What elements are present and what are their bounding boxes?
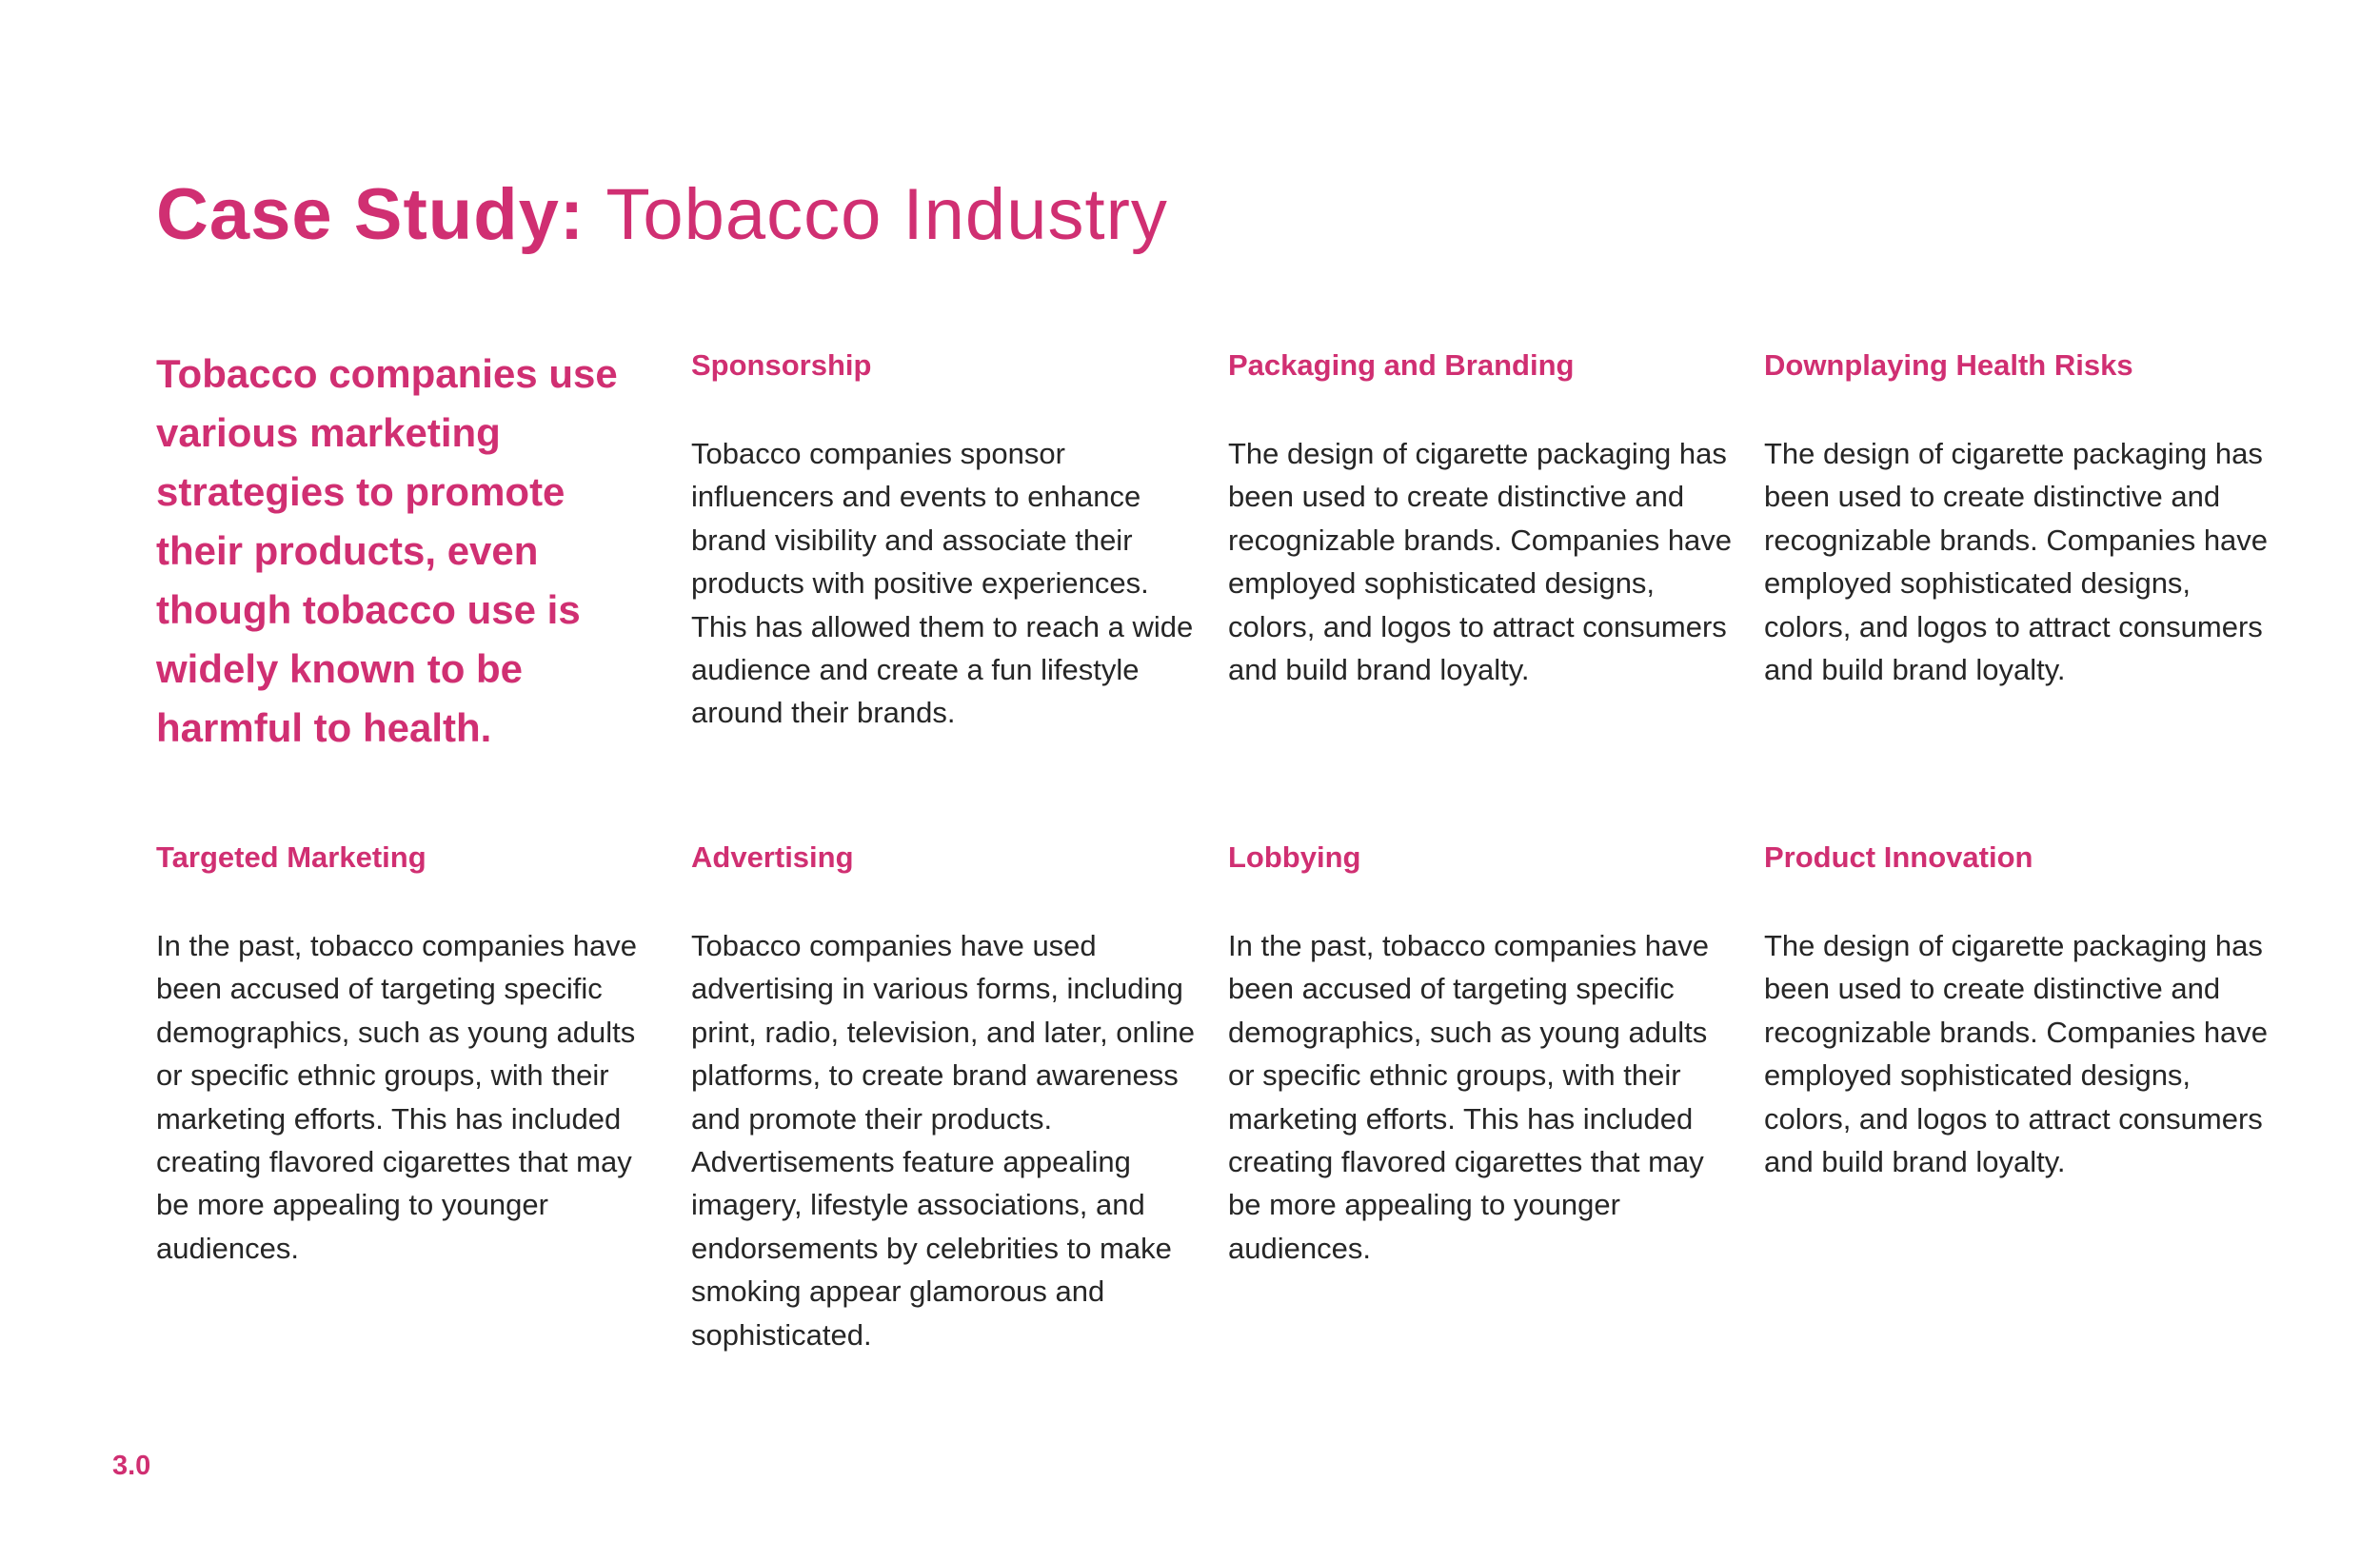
- page-title: [156, 169, 1168, 261]
- section-body: The design of cigarette packaging has been used to create distinctive and recognizable brands. Companies have employed sophisticated designs, colors, and logos to attract consumers and build brand loyalty.: [1764, 929, 2269, 1179]
- section-heading: Lobbying: [1228, 840, 1361, 874]
- section-advertising: [691, 839, 1196, 1356]
- section-body: The design of cigarette packaging has been used to create distinctive and recognizable brands. Companies have employed sophisticated designs, colors, and logos to attract consumers and build brand loyalty.: [1764, 437, 2269, 687]
- section-heading: Product Innovation: [1764, 840, 2033, 874]
- section-body: The design of cigarette packaging has been used to create distinctive and recognizable brands. Companies have employed sophisticated designs, colors, and logos to attract consumers and build brand loyalty.: [1228, 437, 1733, 687]
- section-body: Tobacco companies sponsor influencers and events to enhance brand visibility and associate their products with positive experiences. This has allowed them to reach a wide audience and create a fun lifestyle around their brands.: [691, 437, 1194, 730]
- section-body: In the past, tobacco companies have been accused of targeting specific demographics, such as young adults or specific ethnic groups, with their marketing efforts. This has included creating flavored cigarettes that may be more appealing to younger audiences.: [1228, 929, 1709, 1265]
- section-downplaying-health-risks: [1764, 346, 2269, 691]
- section-heading: Downplaying Health Risks: [1764, 348, 2133, 382]
- title-bold-part: Case Study:: [156, 174, 585, 255]
- section-lobbying: [1228, 839, 1733, 1270]
- section-heading: Packaging and Branding: [1228, 348, 1575, 382]
- section-body: Tobacco companies have used advertising in various forms, including print, radio, television, and later, online platforms, to create brand awareness and promote their products. Advertisements feature appealing imagery, lifestyle associations, and endorsements by celebrities to make smoking appear glamorous and sophisticated.: [691, 929, 1196, 1352]
- section-heading: Targeted Marketing: [156, 840, 426, 874]
- section-targeted-marketing: [156, 839, 661, 1270]
- page-number: 3.0: [112, 1451, 151, 1481]
- section-product-innovation: [1764, 839, 2269, 1183]
- section-packaging-and-branding: [1228, 346, 1733, 691]
- section-sponsorship: [691, 346, 1196, 735]
- section-body: In the past, tobacco companies have been accused of targeting specific demographics, such as young adults or specific ethnic groups, with their marketing efforts. This has included creating flavored cigarettes that may be more appealing to younger audiences.: [156, 929, 637, 1265]
- section-heading: Advertising: [691, 840, 854, 874]
- section-heading: Sponsorship: [691, 348, 872, 382]
- title-light-part: Tobacco Industry: [605, 174, 1168, 255]
- intro-statement: Tobacco companies use various marketing strategies to promote their products, even though tobacco use is widely known to be harmful to health.: [156, 351, 618, 750]
